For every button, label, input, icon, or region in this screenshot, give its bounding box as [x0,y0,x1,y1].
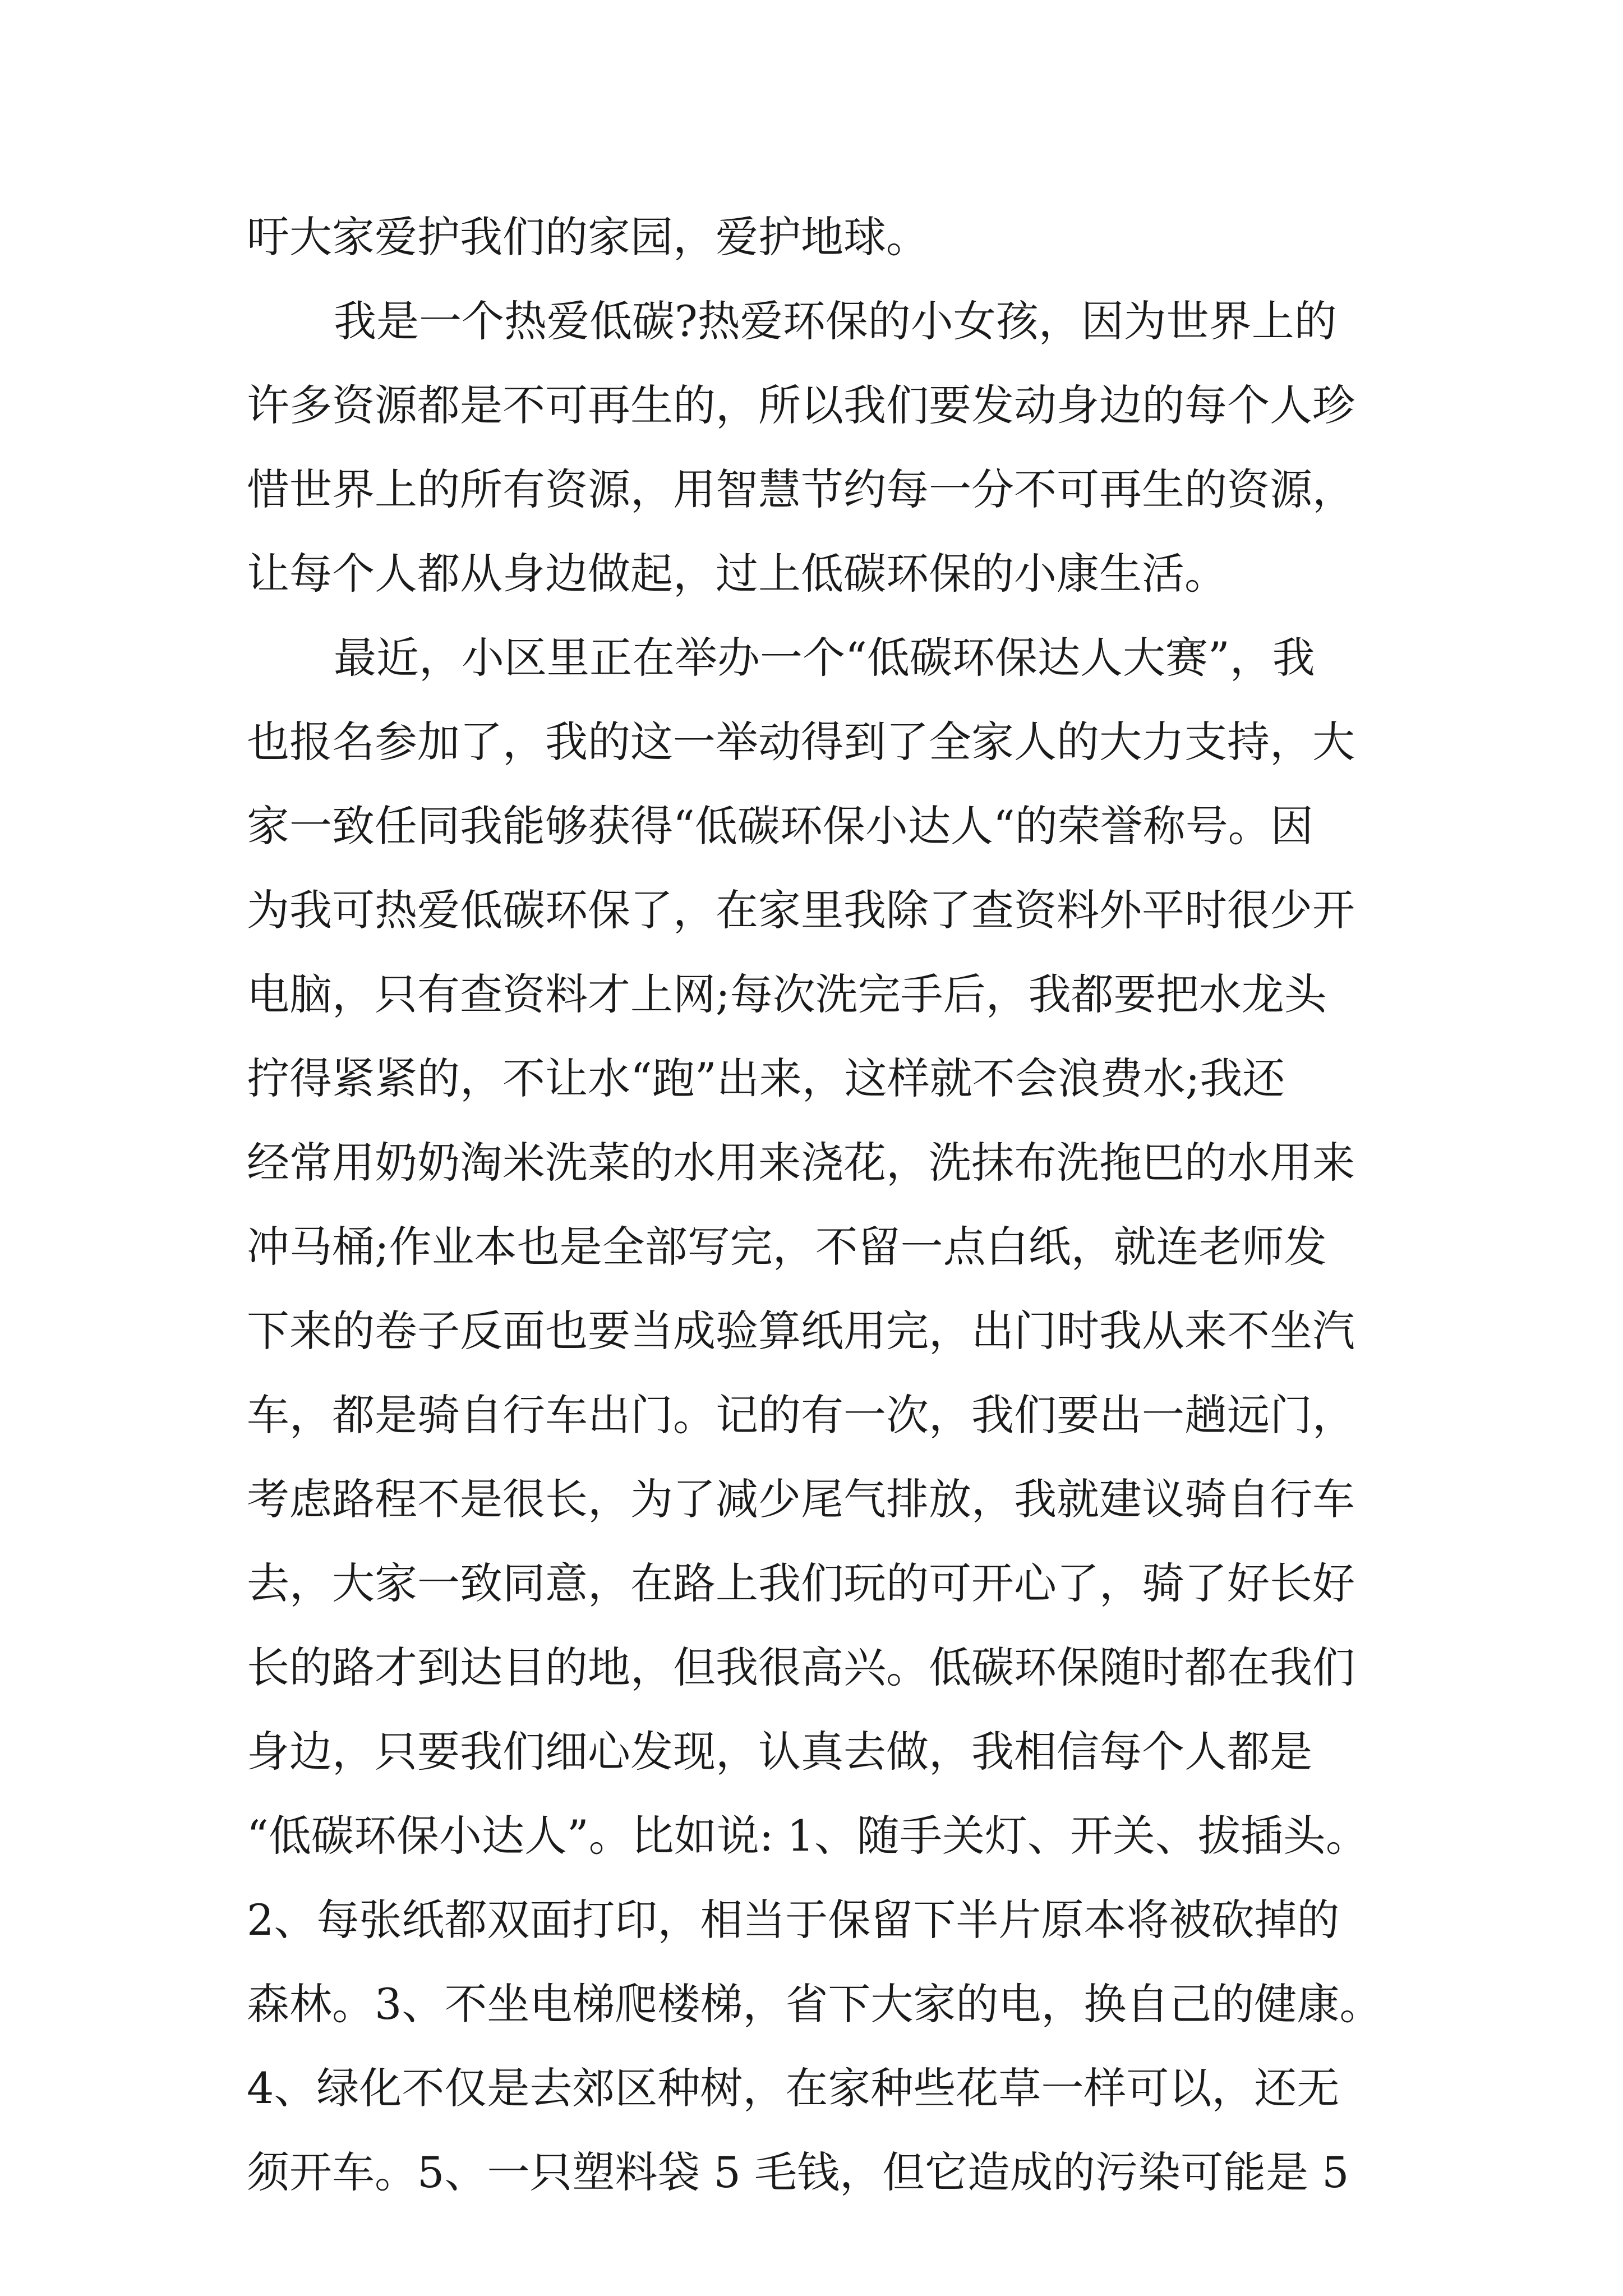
text-line: 为我可热爱低碳环保了，在家里我除了查资料外平时很少开 [247,885,1355,935]
text-line: 电脑，只有查资料才上网;每次洗完手后，我都要把水龙头 [247,969,1327,1019]
text-line: 身边，只要我们细心发现，认真去做，我相信每个人都是 [247,1727,1312,1777]
text-line: 拧得紧紧的，不让水“跑”出来，这样就不会浪费水;我还 [247,1053,1285,1103]
text-line: 长的路才到达目的地，但我很高兴。低碳环保随时都在我们 [247,1642,1355,1692]
text-line: 考虑路程不是很长，为了减少尾气排放，我就建议骑自行车 [247,1474,1355,1524]
text-line: 车，都是骑自行车出门。记的有一次，我们要出一趟远门， [247,1390,1355,1440]
document-body [247,195,1391,2215]
text-line: 经常用奶奶淘米洗菜的水用来浇花，洗抹布洗拖巴的水用来 [247,1138,1355,1188]
text-line: 森林。3、不坐电梯爬楼梯，省下大家的电，换自己的健康。 [247,1979,1382,2029]
text-line: 让每个人都从身边做起，过上低碳环保的小康生活。 [247,549,1227,599]
text-line: 惜世界上的所有资源，用智慧节约每一分不可再生的资源， [247,464,1355,514]
text-line: 4、绿化不仅是去郊区种树，在家种些花草一样可以，还无 [247,2063,1340,2113]
text-line: 冲马桶;作业本也是全部写完，不留一点白纸，就连老师发 [247,1222,1327,1272]
text-line: 许多资源都是不可再生的，所以我们要发动身边的每个人珍 [247,380,1355,430]
text-line: 下来的卷子反面也要当成验算纸用完，出门时我从来不坐汽 [247,1306,1355,1356]
paragraph-first-line: 最近，小区里正在举办一个“低碳环保达人大赛”，我 [334,633,1315,683]
text-line: 吁大家爱护我们的家园，爱护地球。 [247,212,929,262]
text-line: 也报名参加了，我的这一举动得到了全家人的大力支持，大 [247,717,1355,767]
text-line: 去，大家一致同意，在路上我们玩的可开心了，骑了好长好 [247,1558,1355,1608]
text-line: “低碳环保小达人”。比如说: 1、随手关灯、开关、拔插头。 [247,1811,1368,1861]
paragraph-first-line: 我是一个热爱低碳?热爱环保的小女孩，因为世界上的 [334,296,1337,346]
text-line: 须开车。5、一只塑料袋 5 毛钱，但它造成的污染可能是 5 [247,2147,1349,2197]
text-line: 2、每张纸都双面打印，相当于保留下半片原本将被砍掉的 [247,1895,1340,1945]
text-line: 家一致任同我能够获得“低碳环保小达人“的荣誉称号。因 [247,801,1313,851]
